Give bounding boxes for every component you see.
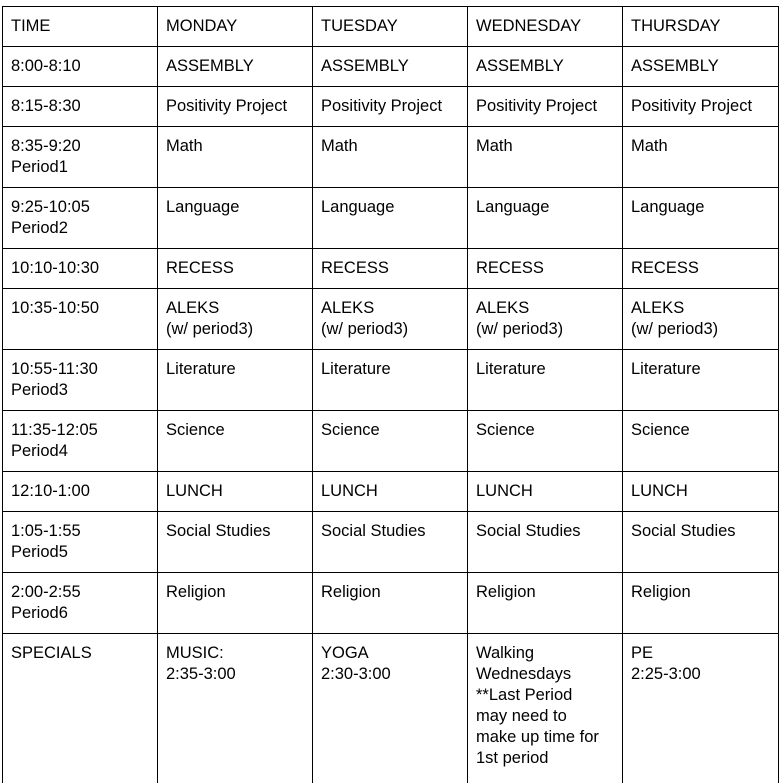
cell-text: Positivity Project [321, 96, 459, 117]
table-cell-monday [158, 411, 313, 472]
cell-text: Period6 [11, 603, 149, 624]
cell-text: RECESS [476, 258, 614, 279]
table-cell-thursday [623, 573, 779, 634]
cell-text: 2:25-3:00 [631, 664, 770, 685]
table-cell-thursday [623, 289, 779, 350]
table-cell-wednesday [468, 188, 623, 249]
table-row [3, 411, 779, 472]
cell-text: ALEKS [321, 298, 459, 319]
table-row [3, 87, 779, 127]
table-cell-thursday [623, 127, 779, 188]
cell-text: 1st period [476, 748, 614, 769]
cell-text: PE [631, 643, 770, 664]
table-row [3, 289, 779, 350]
table-cell-wednesday [468, 512, 623, 573]
cell-text: 8:15-8:30 [11, 96, 149, 117]
table-cell-monday [158, 289, 313, 350]
table-cell-monday [158, 472, 313, 512]
table-cell-tuesday [313, 512, 468, 573]
table-cell-monday [158, 47, 313, 87]
cell-text: Literature [476, 359, 614, 380]
cell-text: (w/ period3) [631, 319, 770, 340]
table-cell-time [3, 350, 158, 411]
cell-text: Math [321, 136, 459, 157]
cell-text: Literature [631, 359, 770, 380]
cell-text: 2:30-3:00 [321, 664, 459, 685]
cell-text: 11:35-12:05 [11, 420, 149, 441]
cell-text: Literature [166, 359, 304, 380]
table-cell-tuesday [313, 289, 468, 350]
table-row [3, 573, 779, 634]
cell-text: (w/ period3) [476, 319, 614, 340]
cell-text: 9:25-10:05 [11, 197, 149, 218]
table-row [3, 188, 779, 249]
cell-text: 8:00-8:10 [11, 56, 149, 77]
cell-text: Social Studies [166, 521, 304, 542]
cell-text: Language [166, 197, 304, 218]
table-cell-time [3, 127, 158, 188]
cell-text: RECESS [631, 258, 770, 279]
table-row [3, 47, 779, 87]
cell-text: (w/ period3) [321, 319, 459, 340]
table-cell-thursday [623, 634, 779, 783]
cell-text: Language [476, 197, 614, 218]
cell-text: Science [631, 420, 770, 441]
cell-text: Wednesdays [476, 664, 614, 685]
cell-text: 10:10-10:30 [11, 258, 149, 279]
cell-text: Religion [166, 582, 304, 603]
cell-text: SPECIALS [11, 643, 149, 664]
header-cell-monday: MONDAY [158, 7, 313, 47]
table-cell-thursday [623, 87, 779, 127]
header-cell-tuesday: TUESDAY [313, 7, 468, 47]
cell-text: Literature [321, 359, 459, 380]
cell-text: Period5 [11, 542, 149, 563]
cell-text: LUNCH [631, 481, 770, 502]
cell-text: RECESS [166, 258, 304, 279]
header-cell-wednesday: WEDNESDAY [468, 7, 623, 47]
table-cell-wednesday [468, 573, 623, 634]
cell-text: Religion [321, 582, 459, 603]
table-cell-time [3, 472, 158, 512]
cell-text: Language [631, 197, 770, 218]
table-row [3, 634, 779, 783]
cell-text: Science [321, 420, 459, 441]
table-cell-monday [158, 573, 313, 634]
cell-text: ALEKS [166, 298, 304, 319]
cell-text: Social Studies [631, 521, 770, 542]
cell-text: ASSEMBLY [631, 56, 770, 77]
cell-text: ASSEMBLY [476, 56, 614, 77]
table-cell-time [3, 289, 158, 350]
table-cell-wednesday [468, 634, 623, 783]
schedule-table [2, 6, 779, 783]
table-cell-time [3, 249, 158, 289]
table-cell-tuesday [313, 87, 468, 127]
cell-text: ASSEMBLY [166, 56, 304, 77]
table-cell-thursday [623, 472, 779, 512]
table-row [3, 512, 779, 573]
cell-text: Social Studies [476, 521, 614, 542]
table-row [3, 249, 779, 289]
cell-text: Period2 [11, 218, 149, 239]
cell-text: 1:05-1:55 [11, 521, 149, 542]
table-row [3, 472, 779, 512]
cell-text: Positivity Project [476, 96, 614, 117]
cell-text: Science [166, 420, 304, 441]
cell-text: make up time for [476, 727, 614, 748]
cell-text: Period4 [11, 441, 149, 462]
header-cell-time: TIME [3, 7, 158, 47]
table-cell-wednesday [468, 289, 623, 350]
cell-text: 2:00-2:55 [11, 582, 149, 603]
table-cell-thursday [623, 249, 779, 289]
cell-text: (w/ period3) [166, 319, 304, 340]
cell-text: 10:55-11:30 [11, 359, 149, 380]
table-row [3, 350, 779, 411]
table-cell-thursday [623, 188, 779, 249]
cell-text: 10:35-10:50 [11, 298, 149, 319]
table-cell-wednesday [468, 249, 623, 289]
table-cell-wednesday [468, 472, 623, 512]
table-cell-time [3, 512, 158, 573]
cell-text: ALEKS [631, 298, 770, 319]
table-cell-time [3, 188, 158, 249]
cell-text: ASSEMBLY [321, 56, 459, 77]
table-cell-monday [158, 188, 313, 249]
header-cell-thursday: THURSDAY [623, 7, 779, 47]
table-cell-tuesday [313, 411, 468, 472]
table-cell-tuesday [313, 350, 468, 411]
table-cell-thursday [623, 47, 779, 87]
table-cell-thursday [623, 411, 779, 472]
cell-text: Math [631, 136, 770, 157]
cell-text: Math [476, 136, 614, 157]
cell-text: Religion [476, 582, 614, 603]
table-cell-time [3, 411, 158, 472]
cell-text: **Last Period [476, 685, 614, 706]
cell-text: Positivity Project [631, 96, 770, 117]
cell-text: Language [321, 197, 459, 218]
table-cell-tuesday [313, 47, 468, 87]
table-cell-wednesday [468, 350, 623, 411]
cell-text: Walking [476, 643, 614, 664]
cell-text: YOGA [321, 643, 459, 664]
table-cell-tuesday [313, 249, 468, 289]
cell-text: Science [476, 420, 614, 441]
cell-text: Period1 [11, 157, 149, 178]
cell-text: Positivity Project [166, 96, 304, 117]
table-cell-monday [158, 87, 313, 127]
table-cell-time [3, 47, 158, 87]
table-cell-time [3, 573, 158, 634]
table-cell-monday [158, 350, 313, 411]
cell-text: RECESS [321, 258, 459, 279]
table-cell-monday [158, 512, 313, 573]
table-cell-monday [158, 634, 313, 783]
table-cell-thursday [623, 350, 779, 411]
cell-text: LUNCH [166, 481, 304, 502]
table-row [3, 127, 779, 188]
table-cell-tuesday [313, 634, 468, 783]
table-cell-wednesday [468, 47, 623, 87]
cell-text: ALEKS [476, 298, 614, 319]
table-cell-tuesday [313, 127, 468, 188]
cell-text: MUSIC: [166, 643, 304, 664]
table-cell-tuesday [313, 188, 468, 249]
table-cell-monday [158, 249, 313, 289]
table-cell-wednesday [468, 127, 623, 188]
cell-text: Math [166, 136, 304, 157]
cell-text: LUNCH [476, 481, 614, 502]
cell-text: 8:35-9:20 [11, 136, 149, 157]
table-cell-tuesday [313, 472, 468, 512]
table-cell-thursday [623, 512, 779, 573]
cell-text: Social Studies [321, 521, 459, 542]
cell-text: Religion [631, 582, 770, 603]
cell-text: LUNCH [321, 481, 459, 502]
header-row [3, 7, 779, 47]
table-cell-wednesday [468, 87, 623, 127]
cell-text: may need to [476, 706, 614, 727]
table-cell-time [3, 87, 158, 127]
table-cell-monday [158, 127, 313, 188]
cell-text: Period3 [11, 380, 149, 401]
table-cell-tuesday [313, 573, 468, 634]
table-cell-wednesday [468, 411, 623, 472]
table-cell-time [3, 634, 158, 783]
cell-text: 12:10-1:00 [11, 481, 149, 502]
cell-text: 2:35-3:00 [166, 664, 304, 685]
